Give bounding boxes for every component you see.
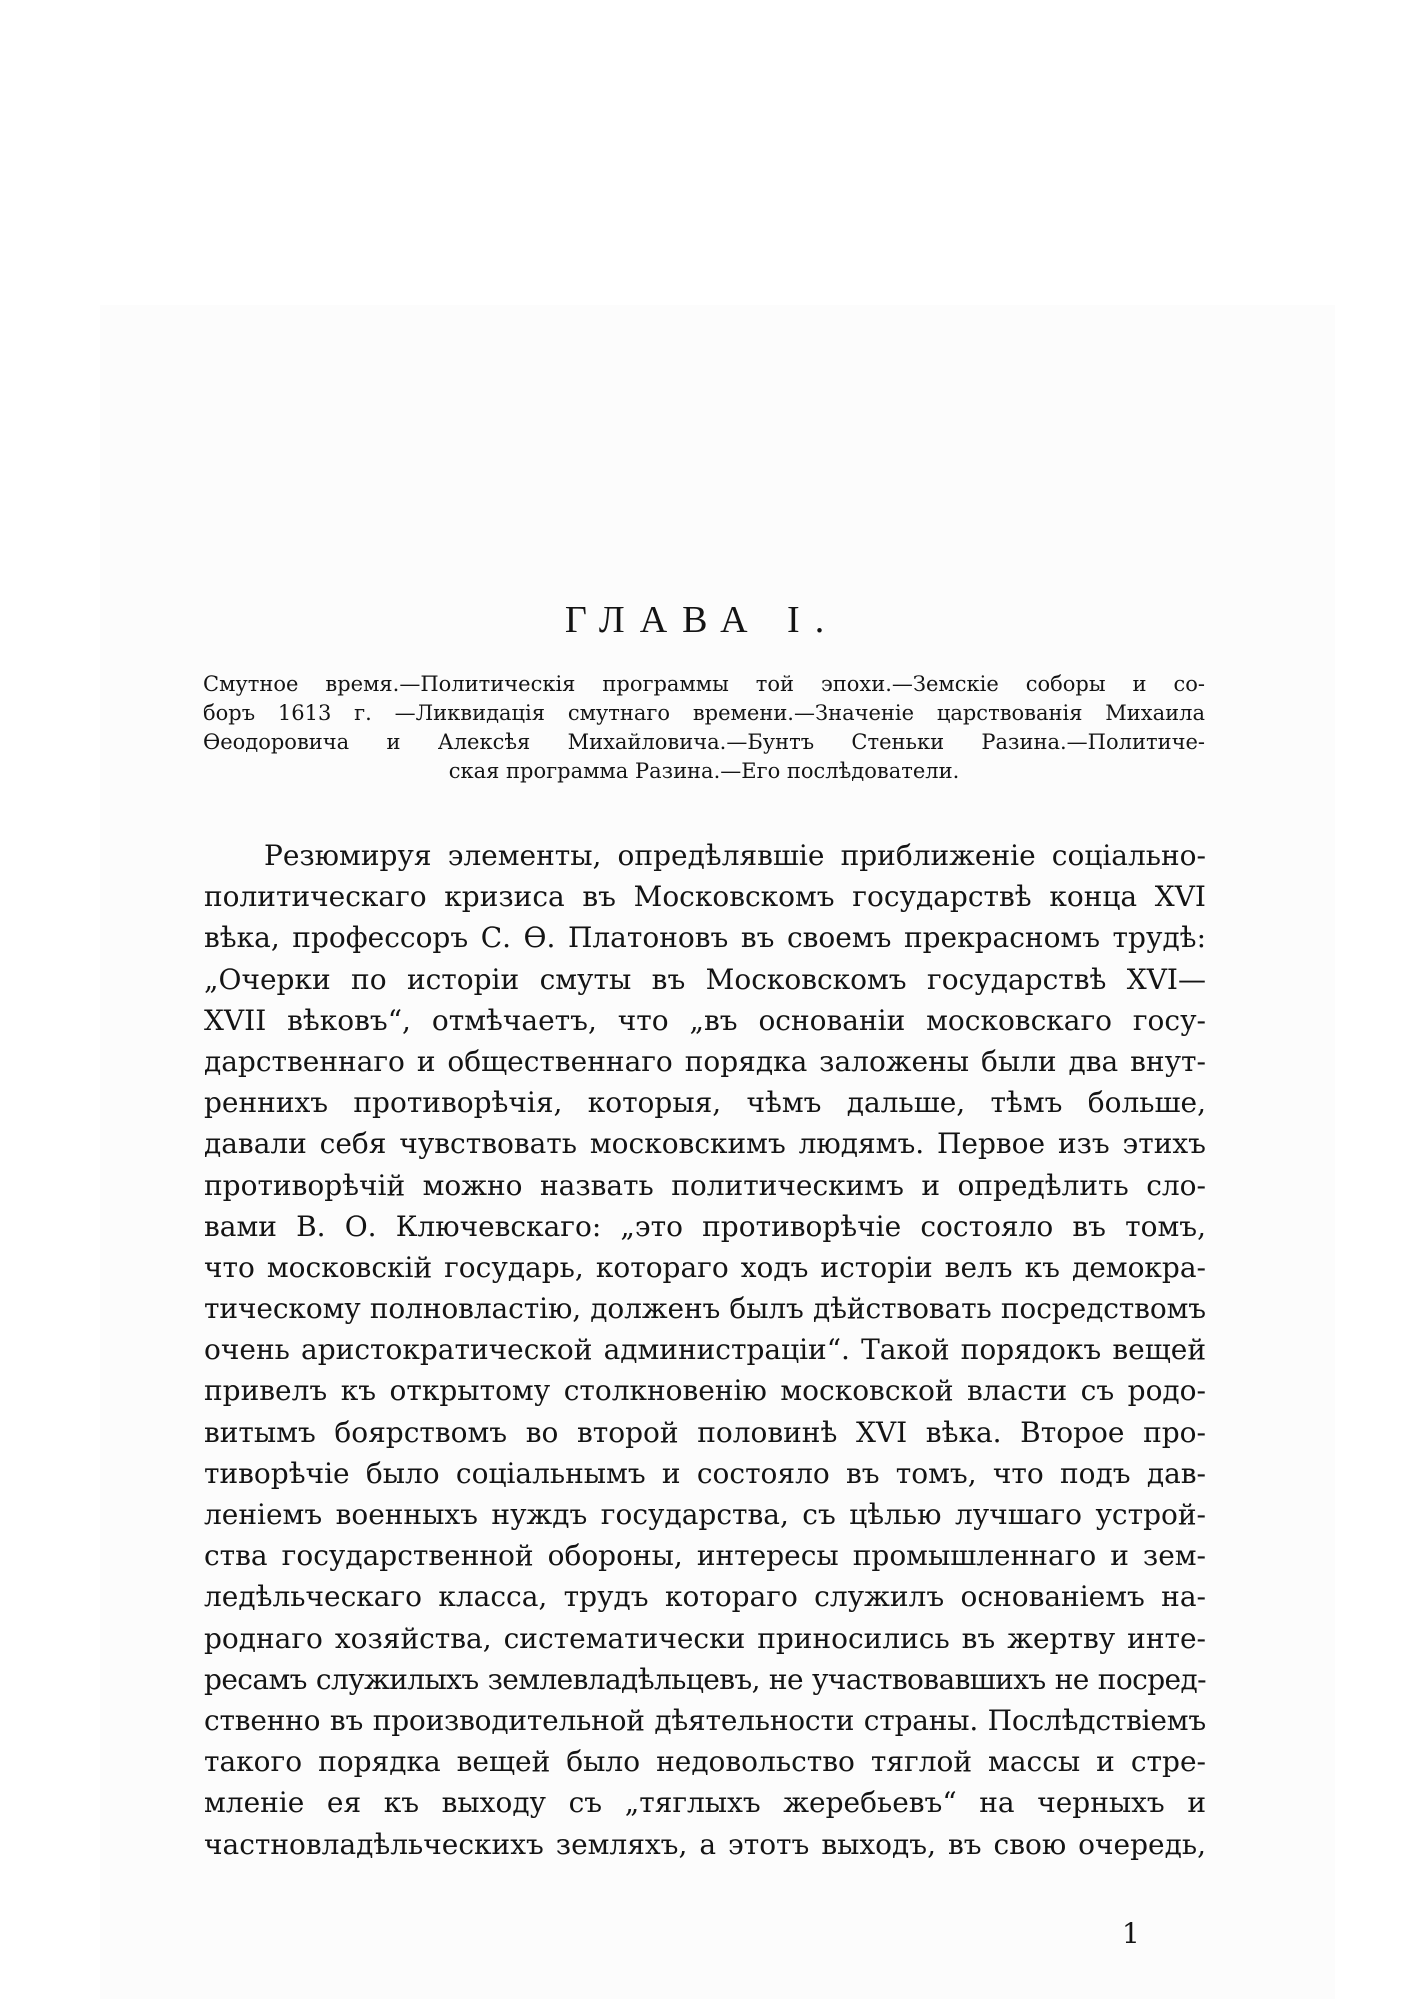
body-line: Резюмируя элементы, опредѣлявшіе приближеніе соціально- xyxy=(264,839,1206,872)
body-line: тиворѣчіе было соціальнымъ и состояло въ томъ, что подъ дав- xyxy=(204,1456,1206,1490)
body-line: тическому полновластію, долженъ былъ дѣйствовать посредствомъ xyxy=(204,1292,1206,1326)
body-line: вѣка, профессоръ С. Ѳ. Платоновъ въ своемъ прекрасномъ трудѣ: xyxy=(204,921,1206,955)
body-line: XVII вѣковъ“, отмѣчаетъ, что „въ основаніи московскаго госу- xyxy=(204,1003,1206,1037)
body-line: привелъ къ открытому столкновенію московской власти съ родо- xyxy=(204,1374,1206,1408)
body-line: очень аристократической администраціи“. Такой порядокъ вещей xyxy=(204,1333,1206,1367)
body-line: ственно въ производительной дѣятельности страны. Послѣдствіемъ xyxy=(204,1703,1206,1737)
body-line: роднаго хозяйства, систематически приносились въ жертву инте- xyxy=(204,1621,1206,1655)
body-line: частновладѣльческихъ земляхъ, а этотъ выходъ, въ свою очередь, xyxy=(204,1827,1206,1861)
body-line: противорѣчій можно назвать политическимъ и опредѣлить сло- xyxy=(204,1168,1206,1202)
body-line: мленіе ея къ выходу съ „тяглыхъ жеребьевъ“ на черныхъ и xyxy=(204,1786,1206,1820)
body-paragraph xyxy=(204,835,1206,1865)
body-line: такого порядка вещей было недовольство тяглой массы и стре- xyxy=(204,1745,1206,1779)
body-line: дарственнаго и общественнаго порядка заложены были два внут- xyxy=(204,1044,1206,1078)
body-line: леніемъ военныхъ нуждъ государства, съ цѣлью лучшаго устрой- xyxy=(204,1498,1206,1531)
chapter-title: ГЛАВА I. xyxy=(564,599,840,641)
body-line: ства государственной обороны, интересы промышленнаго и зем- xyxy=(204,1539,1206,1573)
page-number: 1 xyxy=(1122,1917,1140,1950)
body-line: ледѣльческаго класса, трудъ котораго служилъ основаніемъ на- xyxy=(204,1580,1206,1614)
body-line: ресамъ служилыхъ землевладѣльцевъ, не участвовавшихъ не посред- xyxy=(204,1662,1206,1696)
synopsis-line: ская программа Разина.—Его послѣдователи. xyxy=(448,759,960,783)
body-line: витымъ боярствомъ во второй половинѣ XVI вѣка. Второе про- xyxy=(204,1415,1206,1449)
body-line: вами В. О. Ключевскаго: „это противорѣчіе состояло въ томъ, xyxy=(204,1209,1206,1243)
body-line: политическаго кризиса въ Московскомъ государствѣ конца XVI xyxy=(204,880,1206,914)
body-line: „Очерки по исторіи смуты въ Московскомъ государствѣ XVI— xyxy=(204,962,1206,996)
synopsis-line: Ѳеодоровича и Алексѣя Михайловича.—Бунтъ Стеньки Разина.—Политиче- xyxy=(203,730,1205,754)
synopsis-line: Смутное время.—Политическія программы той эпохи.—Земскіе соборы и со- xyxy=(203,672,1205,696)
body-line: что московскій государь, котораго ходъ исторіи велъ къ демокра- xyxy=(204,1250,1206,1284)
body-line: давали себя чувствовать московскимъ людямъ. Первое изъ этихъ xyxy=(204,1127,1206,1161)
synopsis-line: боръ 1613 г. —Ликвидація смутнаго времени.—Значеніе царствованія Михаила xyxy=(203,701,1205,725)
chapter-synopsis xyxy=(203,670,1205,786)
body-line: реннихъ противорѣчія, которыя, чѣмъ дальше, тѣмъ больше, xyxy=(204,1086,1206,1120)
